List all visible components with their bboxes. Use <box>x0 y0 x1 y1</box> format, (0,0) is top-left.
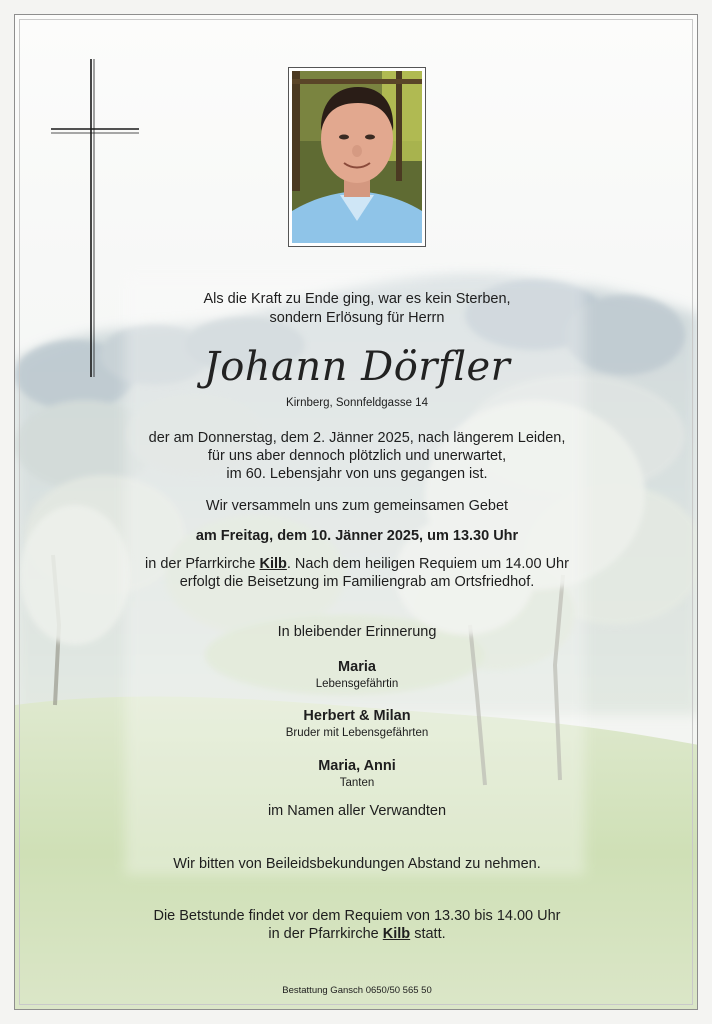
burial-text-before: in der Pfarrkirche <box>145 556 260 572</box>
relatives-line: im Namen aller Verwandten <box>267 803 447 819</box>
vigil-place: Kilb <box>382 926 411 942</box>
burial-line-1 <box>15 555 698 574</box>
death-notice-line-2: für uns aber dennoch plötzlich und unerwartet, <box>207 448 507 464</box>
burial-place: Kilb <box>259 556 287 572</box>
mourner-relation: Bruder mit Lebensgefährten <box>285 727 429 739</box>
mourner-name: Maria <box>338 659 376 675</box>
mourner-relation: Lebensgefährtin <box>315 678 399 690</box>
vigil-line-1: Die Betstunde findet vor dem Requiem von 13.30 bis 14.00 Uhr <box>153 908 561 924</box>
death-notice-line-3: im 60. Lebensjahr von uns gegangen ist. <box>226 466 488 482</box>
burial-line-2: erfolgt die Beisetzung im Familiengrab am Ortsfriedhof. <box>179 574 535 590</box>
funeral-home-footer: Bestattung Gansch 0650/50 565 50 <box>282 985 432 996</box>
mourner-relation: Tanten <box>339 777 375 789</box>
portrait-photo <box>288 67 426 247</box>
condolence-note: Wir bitten von Beileidsbekundungen Abstand zu nehmen. <box>173 856 541 872</box>
verse-line-1: Als die Kraft zu Ende ging, war es kein Sterben, <box>203 291 511 307</box>
burial-text-after: . Nach dem heiligen Requiem um 14.00 Uhr <box>286 556 569 572</box>
mourner-name: Herbert & Milan <box>303 708 411 724</box>
remembrance-heading: In bleibender Erinnerung <box>277 624 437 640</box>
vigil-text-before: in der Pfarrkirche <box>268 926 383 942</box>
prayer-datetime: am Freitag, dem 10. Jänner 2025, um 13.30 Uhr <box>195 528 519 544</box>
cross-icon <box>15 15 155 395</box>
mourner-name: Maria, Anni <box>318 758 396 774</box>
deceased-name: Johann Dörfler <box>203 344 511 390</box>
deceased-address: Kirnberg, Sonnfeldgasse 14 <box>286 397 428 409</box>
notice-frame <box>14 14 698 1010</box>
vigil-text-after: statt. <box>410 926 446 942</box>
death-notice-line-1: der am Donnerstag, dem 2. Jänner 2025, nach längerem Leiden, <box>148 430 566 446</box>
verse-line-2: sondern Erlösung für Herrn <box>269 310 445 326</box>
prayer-intro: Wir versammeln uns zum gemeinsamen Gebet <box>205 498 509 514</box>
vigil-line-2 <box>15 925 698 944</box>
